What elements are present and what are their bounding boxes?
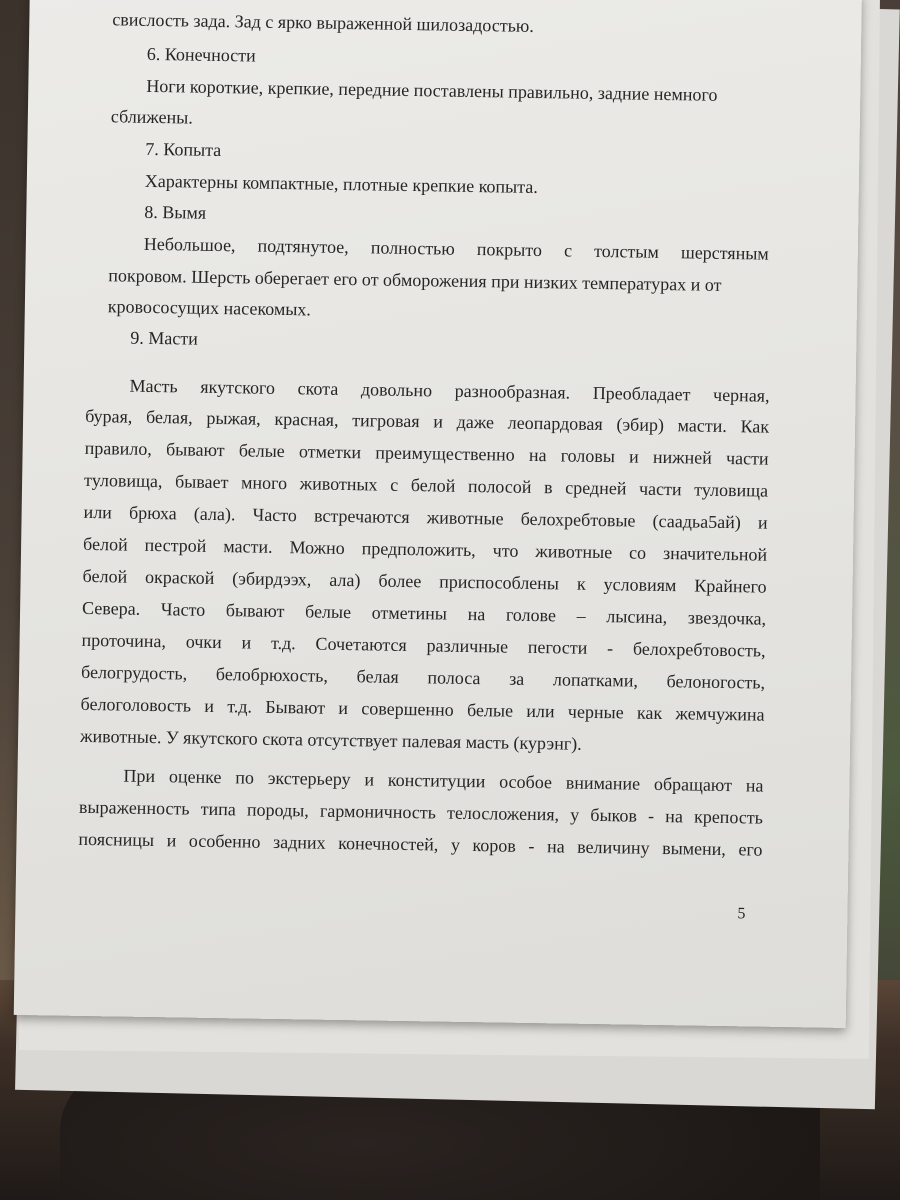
- text-line: свислость зада. Зад с ярко выраженной шилозадостью.: [112, 9, 534, 36]
- paragraph-line: Севера. Часто бывают белые отметины на голове – лысина, звездочка,: [81, 597, 767, 629]
- section-heading-colors: 9. Масти: [130, 327, 199, 349]
- paragraph-line: Масть якутского скота довольно разнообразная. Преобладает черная,: [129, 375, 770, 406]
- paragraph-line: туловища, бывает много животных с белой полосой в средней части туловища: [83, 469, 769, 501]
- page-number: 5: [737, 905, 746, 923]
- text-line: покровом. Шерсть оберегает его от обморожения при низких температурах и от: [108, 265, 722, 295]
- paragraph-line: или брюха (ала). Часто встречаются животные белохребтовые (саадьа5ай) и: [83, 501, 768, 533]
- paragraph-line: бурая, белая, рыжая, красная, тигровая и даже леопардовая (эбир) масти. Как: [85, 405, 770, 437]
- section-heading-limbs: 6. Конечности: [146, 43, 256, 66]
- paragraph-line: белоголовость и т.д. Бывают и совершенно белые или черные как жемчужина: [80, 693, 765, 725]
- paragraph-line: белогрудость, белобрюхость, белая полоса за лопатками, белоногость,: [80, 661, 766, 693]
- text-line: Ноги короткие, крепкие, передние поставлены правильно, задние немного: [146, 75, 718, 105]
- text-line: сближены.: [110, 106, 193, 128]
- section-heading-hooves: 7. Копыта: [145, 138, 222, 161]
- section-heading-udder: 8. Вымя: [144, 201, 207, 223]
- text-line: кровососущих насекомых.: [107, 296, 312, 320]
- text-line: Небольшое, подтянутое, полностью покрыто с толстым шерстяным: [143, 233, 769, 264]
- paragraph-line: белой пестрой масти. Можно предположить, что животные со значительной: [82, 533, 768, 565]
- document-page: [14, 0, 862, 1028]
- paragraph-line: выраженность типа породы, гармоничность телосложения, у быков - на крепость: [78, 796, 764, 828]
- paragraph-line: животные. У якутского скота отсутствует палевая масть (курэнг).: [79, 725, 582, 754]
- paragraph-line: проточина, очки и т.д. Сочетаются различные пегости - белохребтовость,: [81, 629, 766, 661]
- text-line: Характерны компактные, плотные крепкие копыта.: [144, 170, 538, 198]
- paragraph-line: поясницы и особенно задних конечностей, у коров - на величину вымени, его: [78, 828, 763, 860]
- paragraph-line: белой окраской (эбирдээх, ала) более приспособлены к условиям Крайнего: [82, 565, 767, 597]
- paragraph-line: правило, бывают белые отметки преимущественно на головы и нижней части: [84, 437, 769, 469]
- paragraph-line: При оценке по экстерьеру и конституции особое внимание обращают на: [123, 765, 764, 796]
